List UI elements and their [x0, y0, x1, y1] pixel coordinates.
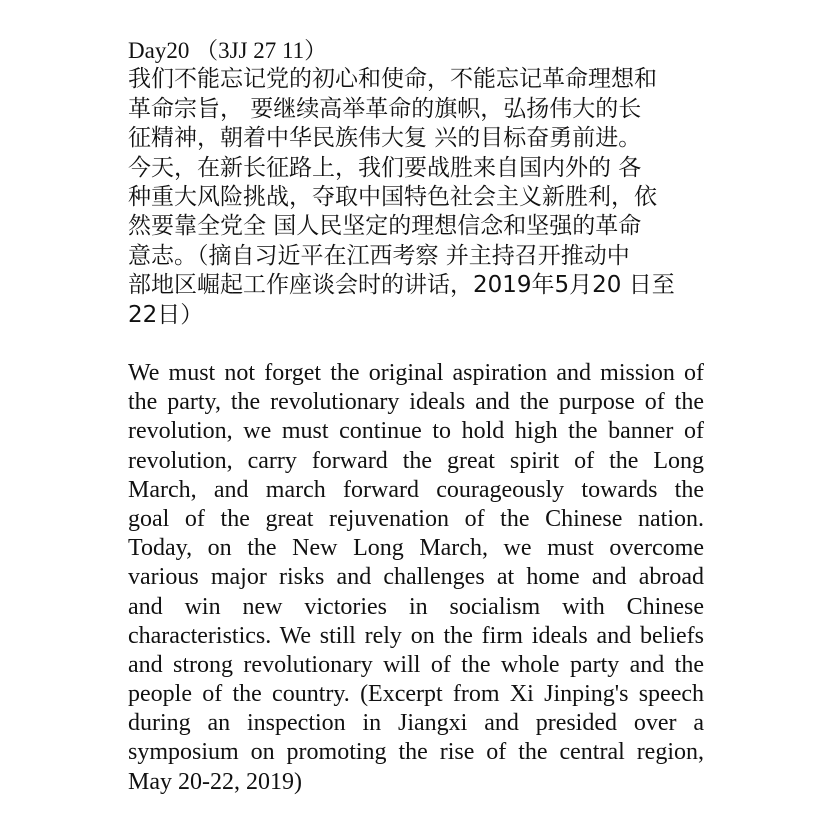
english-text-line: the party, the revolutionary ideals and the purpose of the — [128, 389, 704, 416]
chinese-text-line: 征精神，朝着中华民族伟大复 兴的目标奋勇前进。 — [128, 125, 642, 152]
chinese-text-line: 然要靠全党全 国人民坚定的理想信念和坚强的革命 — [128, 213, 642, 240]
english-text-line: people of the country. (Excerpt from Xi Jinping's speech — [128, 681, 704, 708]
english-text-line: We must not forget the original aspiration and mission of — [128, 360, 704, 386]
chinese-text-line: 部地区崛起工作座谈会时的讲话，2019年5月20 日至 — [128, 272, 675, 299]
english-text-line: and strong revolutionary will of the whole party and the — [128, 651, 704, 678]
chinese-text-line: 革命宗旨， 要继续高举革命的旗帜，弘扬伟大的长 — [128, 95, 642, 122]
english-text-line: and win new victories in socialism with Chinese — [128, 593, 704, 620]
english-text-line: various major risks and challenges at home and abroad — [128, 564, 704, 591]
english-text-line: symposium on promoting the rise of the central region, — [128, 739, 704, 766]
chinese-text-line: 22日） — [128, 301, 204, 328]
chinese-text-line: 今天，在新长征路上，我们要战胜来自国内外的 各 — [128, 154, 642, 181]
english-text-line: March, and march forward courageously towards the — [128, 476, 704, 503]
english-text-line: revolution, we must continue to hold high the banner of — [128, 418, 704, 445]
english-text-line: goal of the great rejuvenation of the Chinese nation. — [128, 505, 704, 532]
english-text-line: revolution, carry forward the great spirit of the Long — [128, 447, 704, 474]
chinese-text-line: 意志。（摘自习近平在江西考察 并主持召开推动中 — [128, 242, 630, 269]
chinese-text-line: 种重大风险挑战，夺取中国特色社会主义新胜利，依 — [128, 184, 657, 211]
day-heading: Day20 （3JJ 27 11） — [128, 38, 328, 63]
english-text-line: May 20-22, 2019) — [128, 768, 302, 795]
english-translation-block — [128, 359, 704, 797]
english-text-line: characteristics. We still rely on the firm ideals and beliefs — [128, 622, 704, 649]
english-text-line: Today, on the New Long March, we must overcome — [128, 535, 704, 562]
english-text-line: during an inspection in Jiangxi and presided over a — [128, 710, 704, 737]
chinese-text-block — [128, 36, 718, 330]
chinese-text-line: 我们不能忘记党的初心和使命，不能忘记革命理想和 — [128, 66, 657, 93]
